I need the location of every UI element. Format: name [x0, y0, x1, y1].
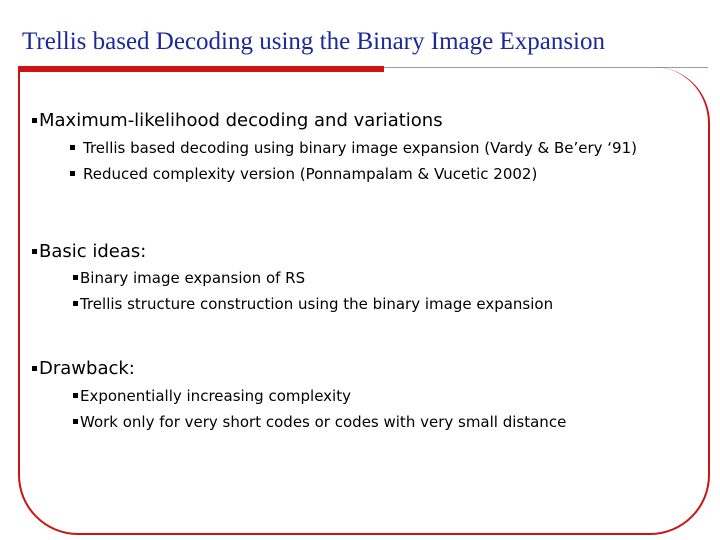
square-bullet-icon [32, 118, 37, 123]
square-bullet-icon [73, 393, 78, 398]
bullet-item-text: Binary image expansion of RS [80, 269, 306, 287]
bullet-item [70, 164, 537, 184]
bullet-item-text: Exponentially increasing complexity [80, 387, 351, 405]
section-heading-text: Maximum-likelihood decoding and variations [39, 110, 443, 131]
bullet-item [73, 412, 566, 432]
bullet-item-text: Reduced complexity version (Ponnampalam & Vucetic 2002) [83, 165, 538, 183]
square-bullet-icon [32, 249, 37, 254]
section-heading-basic-ideas [32, 241, 146, 263]
square-bullet-icon [32, 366, 37, 371]
square-bullet-icon [70, 171, 75, 176]
square-bullet-icon [73, 301, 78, 306]
bullet-item [73, 294, 553, 314]
square-bullet-icon [73, 419, 78, 424]
bullet-item [70, 138, 637, 158]
square-bullet-icon [70, 145, 75, 150]
bullet-item-text: Trellis structure construction using the binary image expansion [80, 295, 554, 313]
bullet-item-text: Trellis based decoding using binary image expansion (Vardy & Be’ery ‘91) [83, 139, 637, 157]
section-heading-drawback [32, 358, 135, 380]
bullet-item [73, 386, 351, 406]
bullet-item [73, 268, 305, 288]
section-heading-text: Basic ideas: [39, 241, 147, 262]
bullet-item-text: Work only for very short codes or codes with very small distance [80, 413, 567, 431]
section-heading-ml-decoding [32, 110, 443, 132]
slide-title: Trellis based Decoding using the Binary Image Expansion [22, 28, 606, 55]
section-heading-text: Drawback: [39, 358, 135, 379]
square-bullet-icon [73, 275, 78, 280]
